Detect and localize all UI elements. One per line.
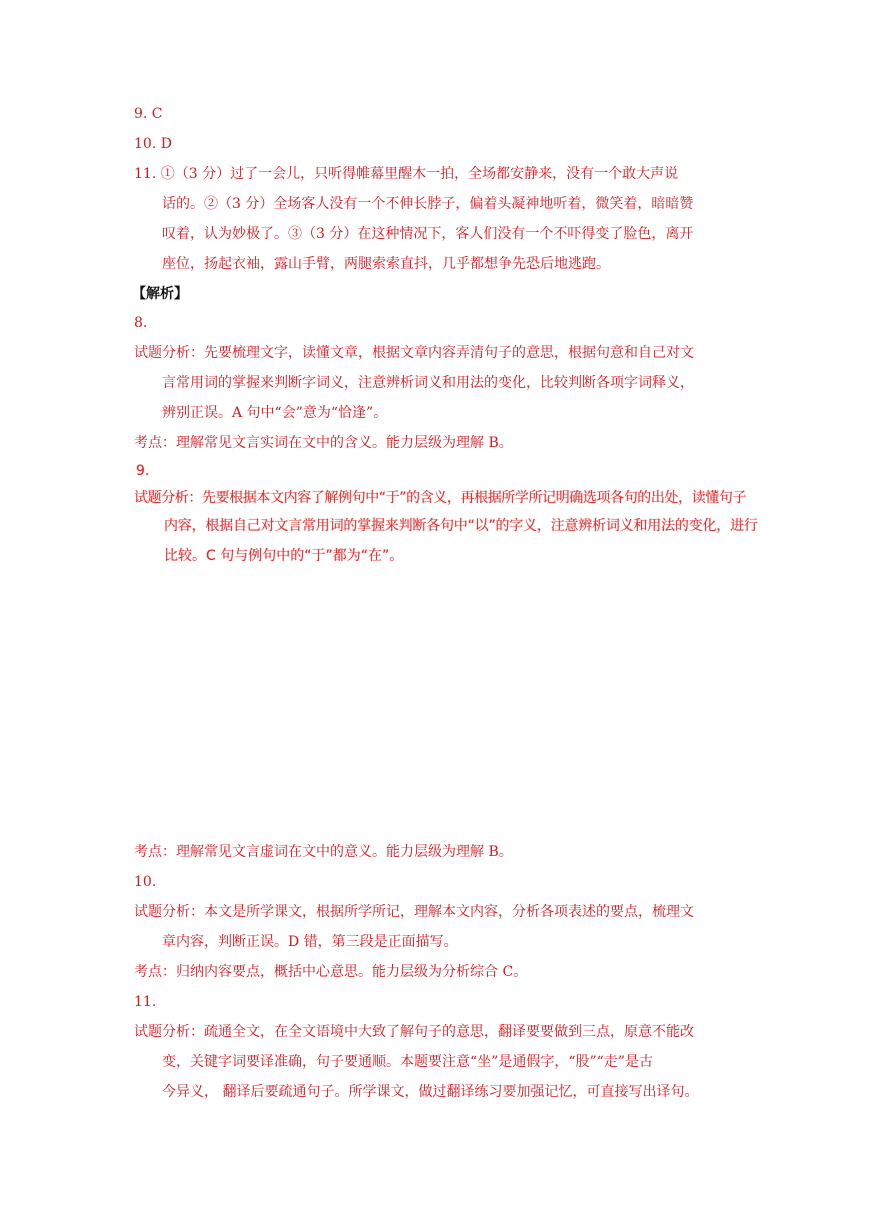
q11-analysis-line-3: 今异义， 翻译后要疏通句子。所学课文，做过翻译练习要加强记忆，可直接写出译句。 <box>162 1084 699 1100</box>
answer-q9: 9. C <box>134 106 163 122</box>
answer-q10: 10. D <box>134 136 172 152</box>
answer-q11-line-4: 座位，扬起衣袖，露山手臂，两腿索索直抖，几乎都想争先恐后地逃跑。 <box>162 256 610 272</box>
q8-number: 8. <box>134 315 148 331</box>
analysis-heading: 【解析】 <box>132 286 188 302</box>
q11-analysis-line-1: 试题分析：疏通全文，在全文语境中大致了解句子的意思，翻译要要做到三点，原意不能改 <box>134 1024 694 1040</box>
q8-analysis-line-2: 言常用词的掌握来判断字词义，注意辨析词义和用法的变化，比较判断各项字词释义， <box>162 375 694 391</box>
q9-analysis-line-1: 试题分析：先要根据本文内容了解例句中“于”的含义，再根据所学所记明确选项各句的出处，读懂句子 <box>134 490 747 506</box>
q8-analysis-line-3: 辨别正误。A 句中“会”意为“恰逢”。 <box>162 405 388 421</box>
q10-number: 10. <box>134 874 157 890</box>
q9-analysis-line-2: 内容，根据自己对文言常用词的掌握来判断各句中“以”的字义，注意辨析词义和用法的变化，进行 <box>164 518 758 534</box>
answer-q11-line-2: 话的。②（3 分）全场客人没有一个不伸长脖子，偏着头凝神地听着，微笑着，暗暗赞 <box>162 196 694 212</box>
q11-number: 11. <box>134 994 157 1010</box>
q8-kaodian: 考点：理解常见文言实词在文中的含义。能力层级为理解 B。 <box>134 435 513 451</box>
q10-analysis-line-2: 章内容，判断正误。D 错，第三段是正面描写。 <box>162 934 458 950</box>
q9-number: 9. <box>136 463 150 479</box>
q10-kaodian: 考点：归纳内容要点，概括中心意思。能力层级为分析综合 C。 <box>134 964 528 980</box>
q9-kaodian: 考点：理解常见文言虚词在文中的意义。能力层级为理解 B。 <box>134 844 513 860</box>
answer-q11-line-3: 叹着，认为妙极了。③（3 分）在这种情况下，客人们没有一个不吓得变了脸色，离开 <box>162 226 694 242</box>
q8-analysis-line-1: 试题分析：先要梳理文字，读懂文章，根据文章内容弄清句子的意思，根据句意和自己对文 <box>134 345 694 361</box>
q9-analysis-line-3: 比较。C 句与例句中的“于”都为“在”。 <box>164 548 404 564</box>
q11-analysis-line-2: 变，关键字词要译准确，句子要通顺。本题要注意“坐”是通假字，“股”“走”是古 <box>162 1054 653 1070</box>
answer-q11-line-1: 11. ①（3 分）过了一会儿，只听得帷幕里醒木一拍，全场都安静来，没有一个敢大声说 <box>134 166 679 182</box>
q10-analysis-line-1: 试题分析：本文是所学课文，根据所学所记，理解本文内容，分析各项表述的要点，梳理文 <box>134 904 694 920</box>
